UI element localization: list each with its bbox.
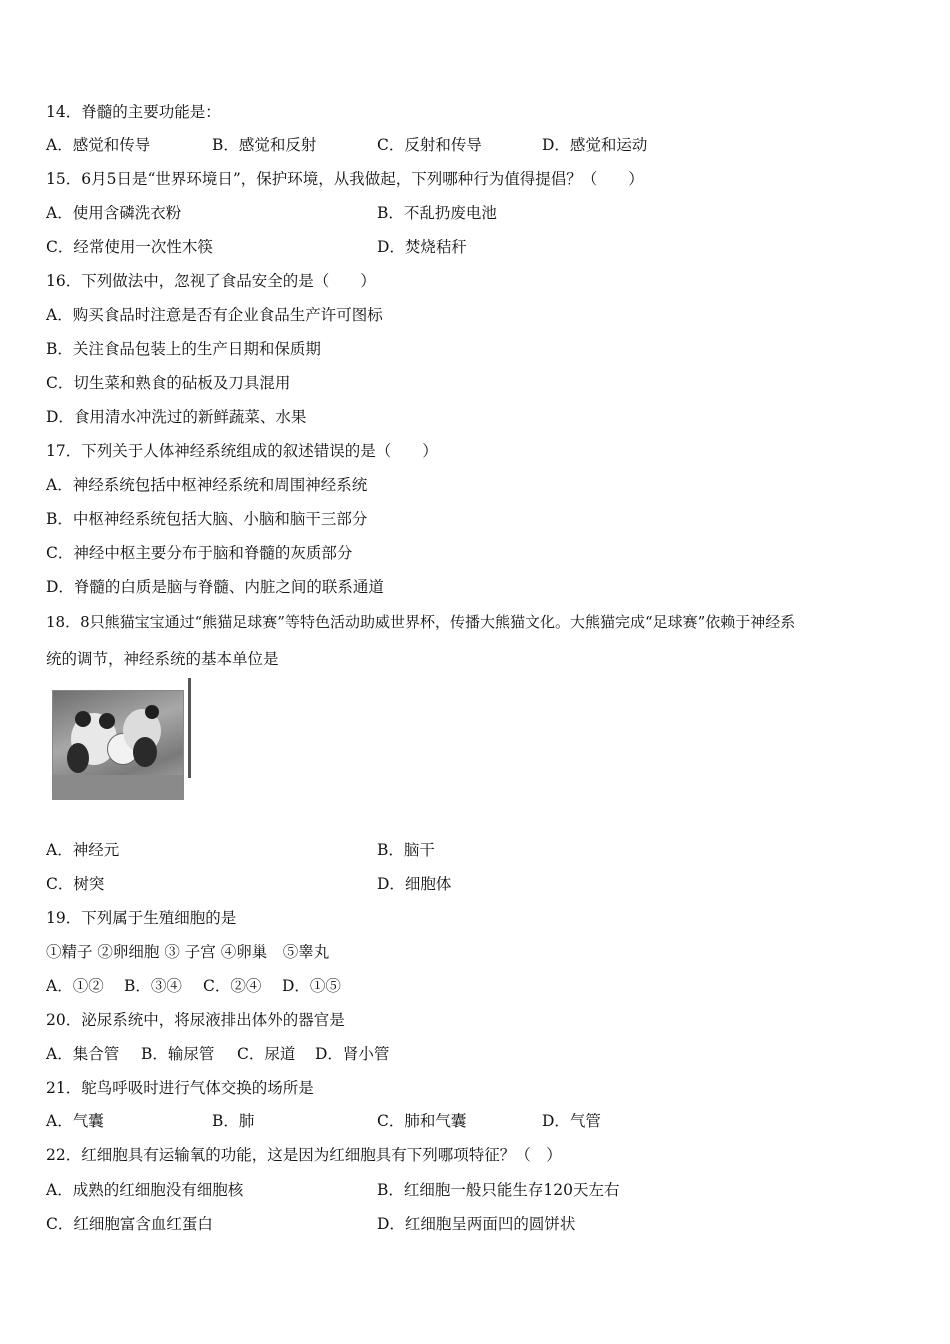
q22-option-b: B．红细胞一般只能生存120天左右 <box>377 1181 620 1199</box>
q16-option-c: C．切生菜和熟食的砧板及刀具混用 <box>46 374 291 392</box>
q16-option-a: A．购买食品时注意是否有企业食品生产许可图标 <box>46 306 383 324</box>
q19-option-b: B．③④ <box>124 977 182 995</box>
q14-option-c: C．反射和传导 <box>377 136 482 154</box>
panda-photo <box>52 690 184 800</box>
q19-items: ①精子 ②卵细胞 ③ 子宫 ④卵巢 ⑤睾丸 <box>46 943 330 961</box>
q19-option-c: C．②④ <box>203 977 262 995</box>
q19-option-a: A．①② <box>46 977 104 995</box>
q18-option-d: D．细胞体 <box>377 875 452 893</box>
q20-stem: 20．泌尿系统中，将尿液排出体外的器官是 <box>46 1011 345 1029</box>
q22-stem: 22．红细胞具有运输氧的功能，这是因为红细胞具有下列哪项特征？（ ） <box>46 1146 562 1164</box>
q17-option-d: D．脊髓的白质是脑与脊髓、内脏之间的联系通道 <box>46 578 384 596</box>
photo-edge <box>188 678 191 778</box>
q22-option-c: C．红细胞富含血红蛋白 <box>46 1215 213 1233</box>
q20-option-a: A．集合管 <box>46 1045 120 1063</box>
q17-option-c: C．神经中枢主要分布于脑和脊髓的灰质部分 <box>46 544 353 562</box>
q20-option-b: B．输尿管 <box>141 1045 215 1063</box>
q14-option-d: D．感觉和运动 <box>542 136 648 154</box>
q15-stem: 15．6月5日是“世界环境日”，保护环境，从我做起，下列哪种行为值得提倡？（ ） <box>46 170 644 188</box>
q14-option-b: B．感觉和反射 <box>212 136 317 154</box>
q16-option-b: B．关注食品包装上的生产日期和保质期 <box>46 340 321 358</box>
q18-stem-line1: 18．8只熊猫宝宝通过“熊猫足球赛”等特色活动助威世界杯，传播大熊猫文化。大熊猫完成“足球赛”依赖于神经系 <box>46 613 796 631</box>
q21-option-b: B．肺 <box>212 1112 255 1130</box>
q18-option-a: A．神经元 <box>46 841 120 859</box>
q15-option-c: C．经常使用一次性木筷 <box>46 238 213 256</box>
q21-option-d: D．气管 <box>542 1112 601 1130</box>
q20-option-d: D．肾小管 <box>315 1045 390 1063</box>
q17-stem: 17．下列关于人体神经系统组成的叙述错误的是（ ） <box>46 442 438 460</box>
q17-option-a: A．神经系统包括中枢神经系统和周围神经系统 <box>46 476 368 494</box>
q16-option-d: D．食用清水冲洗过的新鲜蔬菜、水果 <box>46 408 307 426</box>
q15-option-b: B．不乱扔废电池 <box>377 204 497 222</box>
q21-option-a: A．气囊 <box>46 1112 104 1130</box>
q14-option-a: A．感觉和传导 <box>46 136 151 154</box>
q22-option-d: D．红细胞呈两面凹的圆饼状 <box>377 1215 576 1233</box>
q16-stem: 16．下列做法中，忽视了食品安全的是（ ） <box>46 272 376 290</box>
q21-option-c: C．肺和气囊 <box>377 1112 467 1130</box>
q22-option-a: A．成熟的红细胞没有细胞核 <box>46 1181 244 1199</box>
q20-option-c: C．尿道 <box>237 1045 296 1063</box>
q21-stem: 21．鸵鸟呼吸时进行气体交换的场所是 <box>46 1079 314 1097</box>
q15-option-a: A．使用含磷洗衣粉 <box>46 204 182 222</box>
q15-option-d: D．焚烧秸秆 <box>377 238 467 256</box>
q19-stem: 19．下列属于生殖细胞的是 <box>46 909 237 927</box>
q18-option-c: C．树突 <box>46 875 105 893</box>
q19-option-d: D．①⑤ <box>282 977 341 995</box>
q18-stem-line2: 统的调节，神经系统的基本单位是 <box>46 650 279 668</box>
q14-stem: 14．脊髓的主要功能是： <box>46 103 221 121</box>
q18-option-b: B．脑干 <box>377 841 435 859</box>
q17-option-b: B．中枢神经系统包括大脑、小脑和脑干三部分 <box>46 510 368 528</box>
